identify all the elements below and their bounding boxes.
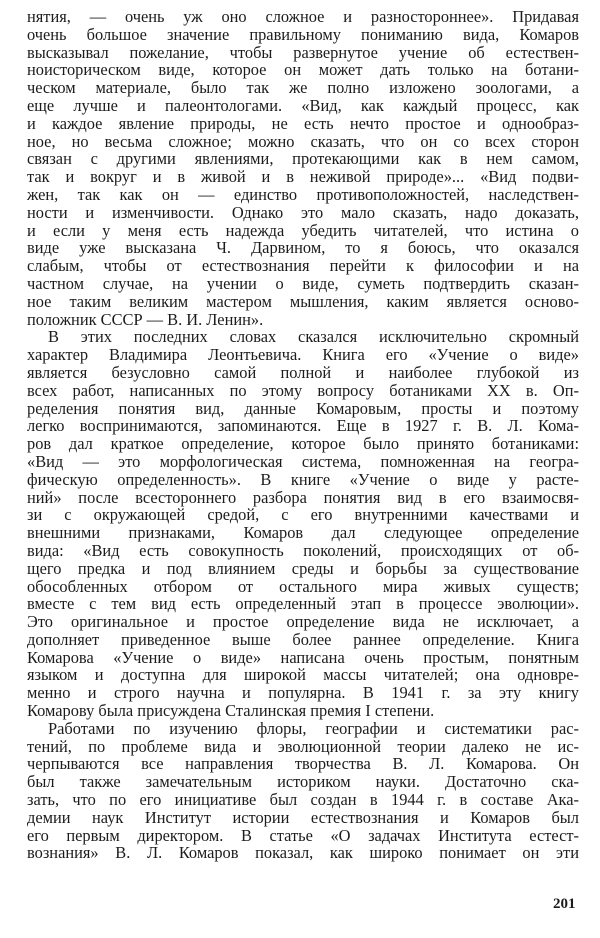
text-line: положник СССР — В. И. Ленин». xyxy=(27,309,264,329)
text-line: фическую определенность». В книге «Учение о виде у расте- xyxy=(27,469,579,489)
text-line: дополняет приведенное выше более раннее определение. Книга xyxy=(27,629,579,649)
text-line: высказывал пожелание, чтобы развернутое учение об естествен- xyxy=(27,42,579,62)
page-number: 201 xyxy=(553,896,576,912)
text-line: вместе с тем вид есть определенный этап в процессе эволюции». xyxy=(27,594,579,614)
text-line: ное таким великим мастером мышления, каким является осново- xyxy=(27,291,579,311)
text-line: очень большое значение правильному пониманию вида, Комаров xyxy=(27,24,579,44)
page-body xyxy=(27,8,579,862)
text-line: «Вид — это морфологическая система, помноженная на геогра- xyxy=(27,451,579,471)
text-line: нятия, — очень уж оно сложное и разностороннее». Придавая xyxy=(27,7,579,26)
text-line: зать, что по его инициативе был создан в 1944 г. в составе Ака- xyxy=(27,790,579,810)
text-line: ности и изменчивости. Однако это мало сказать, надо доказать, xyxy=(27,202,579,222)
text-line: еще лучше и палеонтологами. «Вид, как каждый процесс, как xyxy=(27,95,579,115)
paragraph xyxy=(27,328,579,720)
text-line: частном случае, на учении о виде, суметь подтвердить сказан- xyxy=(27,273,579,293)
text-line: слабым, чтобы от естествознания перейти к философии и на xyxy=(27,256,579,276)
text-line: языком и доступна для широкой массы читателей; она одновре- xyxy=(27,665,579,685)
text-line: Это оригинальное и простое определение вида не исключает, а xyxy=(27,612,579,632)
text-line: ний» после всестороннего разбора понятия вид в его взаимосвя- xyxy=(27,487,579,507)
text-line: демии наук Институт истории естествознания и Комаров был xyxy=(27,807,579,827)
text-line: ров дал краткое определение, которое было принято ботаниками: xyxy=(27,434,579,454)
text-line: и если у меня есть надежда убедить читателей, что истина о xyxy=(27,220,579,240)
text-line: Работами по изучению флоры, географии и систематики рас- xyxy=(48,718,579,738)
text-line: вида: «Вид есть совокупность поколений, происходящих от об- xyxy=(27,540,579,560)
text-line: вознания» В. Л. Комаров показал, как широко понимает он эти xyxy=(27,843,579,863)
text-line: всех работ, написанных по этому вопросу ботаниками XX в. Оп- xyxy=(27,380,579,400)
text-line: ноисторическом виде, которое он может дать только на ботани- xyxy=(27,60,579,80)
text-line: виде уже высказана Ч. Дарвином, то я боюсь, что оказался xyxy=(27,238,579,258)
text-line: ределения понятия вид, данные Комаровым, просты и поэтому xyxy=(27,398,579,418)
paragraph xyxy=(27,8,579,328)
text-line: внешними признаками, Комаров дал следующее определение xyxy=(27,523,579,543)
text-line: характер Владимира Леонтьевича. Книга его «Учение о виде» xyxy=(27,345,579,365)
text-line: был также замечательным историком науки. Достаточно ска- xyxy=(27,772,579,792)
text-line: легко воспринимаются, запоминаются. Еще в 1927 г. В. Л. Кома- xyxy=(27,416,579,436)
text-line: ческом материале, было так же полно изложено зоологами, а xyxy=(27,78,579,98)
text-line: так и вокруг и в живой и в неживой природе»... «Вид подви- xyxy=(27,167,579,187)
text-line: В этих последних словах сказался исключительно скромный xyxy=(48,327,579,347)
text-line: и каждое явление природы, не есть нечто простое и однообраз- xyxy=(27,113,579,133)
text-line: его первым директором. В статье «О задачах Института естест- xyxy=(27,825,579,845)
paragraph xyxy=(27,720,579,862)
text-line: зи с окружающей средой, с его внутренними качествами и xyxy=(27,505,579,525)
text-line: ное, но весьма сложное; можно сказать, что он со всех сторон xyxy=(27,131,579,151)
text-line: связан с другими явлениями, протекающими как в нем самом, xyxy=(27,149,579,169)
text-line: менно и строго научна и популярна. В 1941 г. за эту книгу xyxy=(27,683,579,703)
text-line: Комарову была присуждена Сталинская премия I степени. xyxy=(27,701,435,721)
text-line: щего предка и под влиянием среды и борьбы за существование xyxy=(27,558,579,578)
text-line: является безусловно самой полной и наиболее глубокой из xyxy=(27,362,579,382)
text-line: жен, так как он — единство противоположностей, наследствен- xyxy=(27,184,579,204)
text-line: обособленных отбором от остального мира живых существ; xyxy=(27,576,579,596)
text-line: черпываются все направления творчества В. Л. Комарова. Он xyxy=(27,754,579,774)
text-line: Комарова «Учение о виде» написана очень простым, понятным xyxy=(27,647,579,667)
text-line: тений, по проблеме вида и эволюционной теории далеко не ис- xyxy=(27,736,579,756)
